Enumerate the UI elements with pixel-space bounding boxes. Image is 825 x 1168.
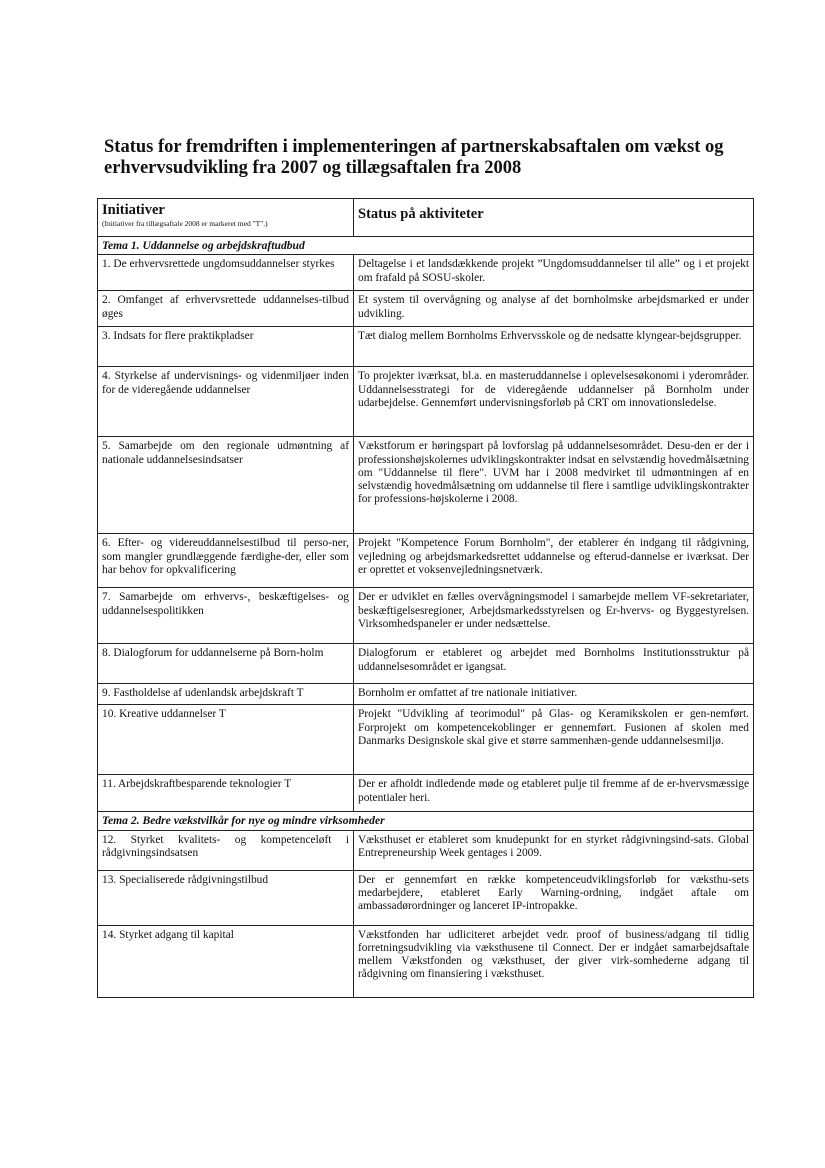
table-row [98,830,754,870]
table-row [98,684,754,705]
status-cell: Der er afholdt indledende møde og etableret pulje til fremme af de er-hvervsmæssige potentialer heri. [354,775,754,812]
initiative-cell: 8. Dialogforum for uddannelserne på Born-holm [98,644,354,684]
header-status [354,199,754,237]
status-cell: Der er gennemført en række kompetenceudviklingsforløb for væksthu-sets medarbejdere, etableret Early Warning-ordning, indgået aftale om ambassadørordninger og lanceret IP-intropakke. [354,870,754,925]
initiative-cell: 1. De erhvervsrettede ungdomsuddannelser styrkes [98,255,354,291]
status-cell: Der er udviklet en fælles overvågningsmodel i samarbejde mellem VF-sekretariater, beskæftigelsesregioner, Arbejdsmarkedsstyrelsen og Er-hvervs- og Byggestyrelsen. Virksomhedspaneler er under nedsættelse. [354,588,754,644]
initiative-cell: 3. Indsats for flere praktikpladser [98,327,354,367]
status-cell: Et system til overvågning og analyse af det bornholmske arbejdsmarked er under udvikling. [354,291,754,327]
table-row [98,775,754,812]
table-row [98,327,754,367]
status-cell: Tæt dialog mellem Bornholms Erhvervsskole og de nedsatte klyngear-bejdsgrupper. [354,327,754,367]
status-cell: Vækstfonden har udliciteret arbejdet vedr. proof of business/adgang til tidlig forretningsudvikling via væksthusene til Connect. Der er indgået samarbejdsaftale mellem Vækstfonden og væksthuset, der giver virk-somhederne adgang til rådgivning om finansiering i væksthuset. [354,925,754,997]
header-initiatives [98,199,354,237]
initiative-cell: 12. Styrket kvalitets- og kompetenceløft i rådgivningsindsatsen [98,830,354,870]
status-cell: Vækstforum er høringspart på lovforslag på uddannelsesområdet. Desu-den er der i professionshøjskolernes udviklingskontrakter indsat en selvstændig hovedmålsætning om "Uddannelse til flere". UVM har i 2008 medvirket til udmøntningen af en selvstændig hovedmålsætning om uddannelse til flere i samtlige udviklingskontrakter for professions-højskolerne i 2008. [354,437,754,534]
table-row [98,705,754,775]
status-table [97,198,754,998]
table-row [98,870,754,925]
status-cell: Projekt "Udvikling af teorimodul" på Glas- og Keramikskolen er gen-nemført. Forprojekt om kompetencekoblinger er gennemført. Fusionen af skolen med Danmarks Designskole skal give et større sammenhæn-gende uddannelsesmiljø. [354,705,754,775]
status-cell: Projekt "Kompetence Forum Bornholm", der etablerer én indgang til rådgivning, vejledning og arbejdsmarkedsrettet uddannelse og efterud-dannelse er iværksat. Der er oprettet et voksenvejledningsnetværk. [354,534,754,588]
initiative-cell: 13. Specialiserede rådgivningstilbud [98,870,354,925]
initiative-cell: 11. Arbejdskraftbesparende teknologier T [98,775,354,812]
initiative-cell: 2. Omfanget af erhvervsrettede uddannelses-tilbud øges [98,291,354,327]
table-row [98,291,754,327]
table-row [98,255,754,291]
table-row [98,367,754,437]
theme-heading: Tema 2. Bedre vækstvilkår for nye og mindre virksomheder [98,812,754,830]
table-row [98,644,754,684]
status-cell: Dialogforum er etableret og arbejdet med Bornholms Institutionsstruktur på uddannelsesområdet er igangsat. [354,644,754,684]
page-title: Status for fremdriften i implementeringen af partnerskabsaftalen om vækst og erhvervsudvikling fra 2007 og tillægsaftalen fra 2008 [104,137,724,178]
initiative-cell: 4. Styrkelse af undervisnings- og videnmiljøer inden for de videregående uddannelser [98,367,354,437]
status-cell: Bornholm er omfattet af tre nationale initiativer. [354,684,754,705]
header-initiatives-title: Initiativer [102,202,165,218]
header-row [98,199,754,237]
theme-row [98,812,754,830]
theme-heading: Tema 1. Uddannelse og arbejdskraftudbud [98,237,754,255]
initiative-cell [98,684,354,705]
theme-row [98,237,754,255]
header-status-title: Status på aktiviteter [358,206,484,222]
table-row [98,925,754,997]
initiative-text: 9. Fastholdelse af udenlandsk arbejdskraft T [102,687,304,700]
status-cell: Væksthuset er etableret som knudepunkt for en styrket rådgivningsind-sats. Global Entrepreneurship Week gentages i 2009. [354,830,754,870]
table-row [98,534,754,588]
status-cell: To projekter iværksat, bl.a. en masteruddannelse i oplevelsesøkonomi i yderområder. Uddannelsesstrategi for de videregående uddannelser på Bornholm under udarbejdelse. Gennemført undervisningsforløb på CRT om innovationsledelse. [354,367,754,437]
table-row [98,588,754,644]
table-row [98,437,754,534]
initiative-cell: 14. Styrket adgang til kapital [98,925,354,997]
initiative-cell: 6. Efter- og videreuddannelsestilbud til perso-ner, som mangler grundlæggende færdighe-der, eller som har behov for opkvalificering [98,534,354,588]
header-initiatives-note: (Initiativer fra tillægsaftale 2008 er markeret med "T".) [102,219,268,228]
status-cell: Deltagelse i et landsdækkende projekt ”Ungdomsuddannelser til alle” og i et projekt om frafald på SOSU-skoler. [354,255,754,291]
initiative-cell: 5. Samarbejde om den regionale udmøntning af nationale uddannelsesindsatser [98,437,354,534]
initiative-cell: 7. Samarbejde om erhvervs-, beskæftigelses- og uddannelsespolitikken [98,588,354,644]
initiative-cell: 10. Kreative uddannelser T [98,705,354,775]
